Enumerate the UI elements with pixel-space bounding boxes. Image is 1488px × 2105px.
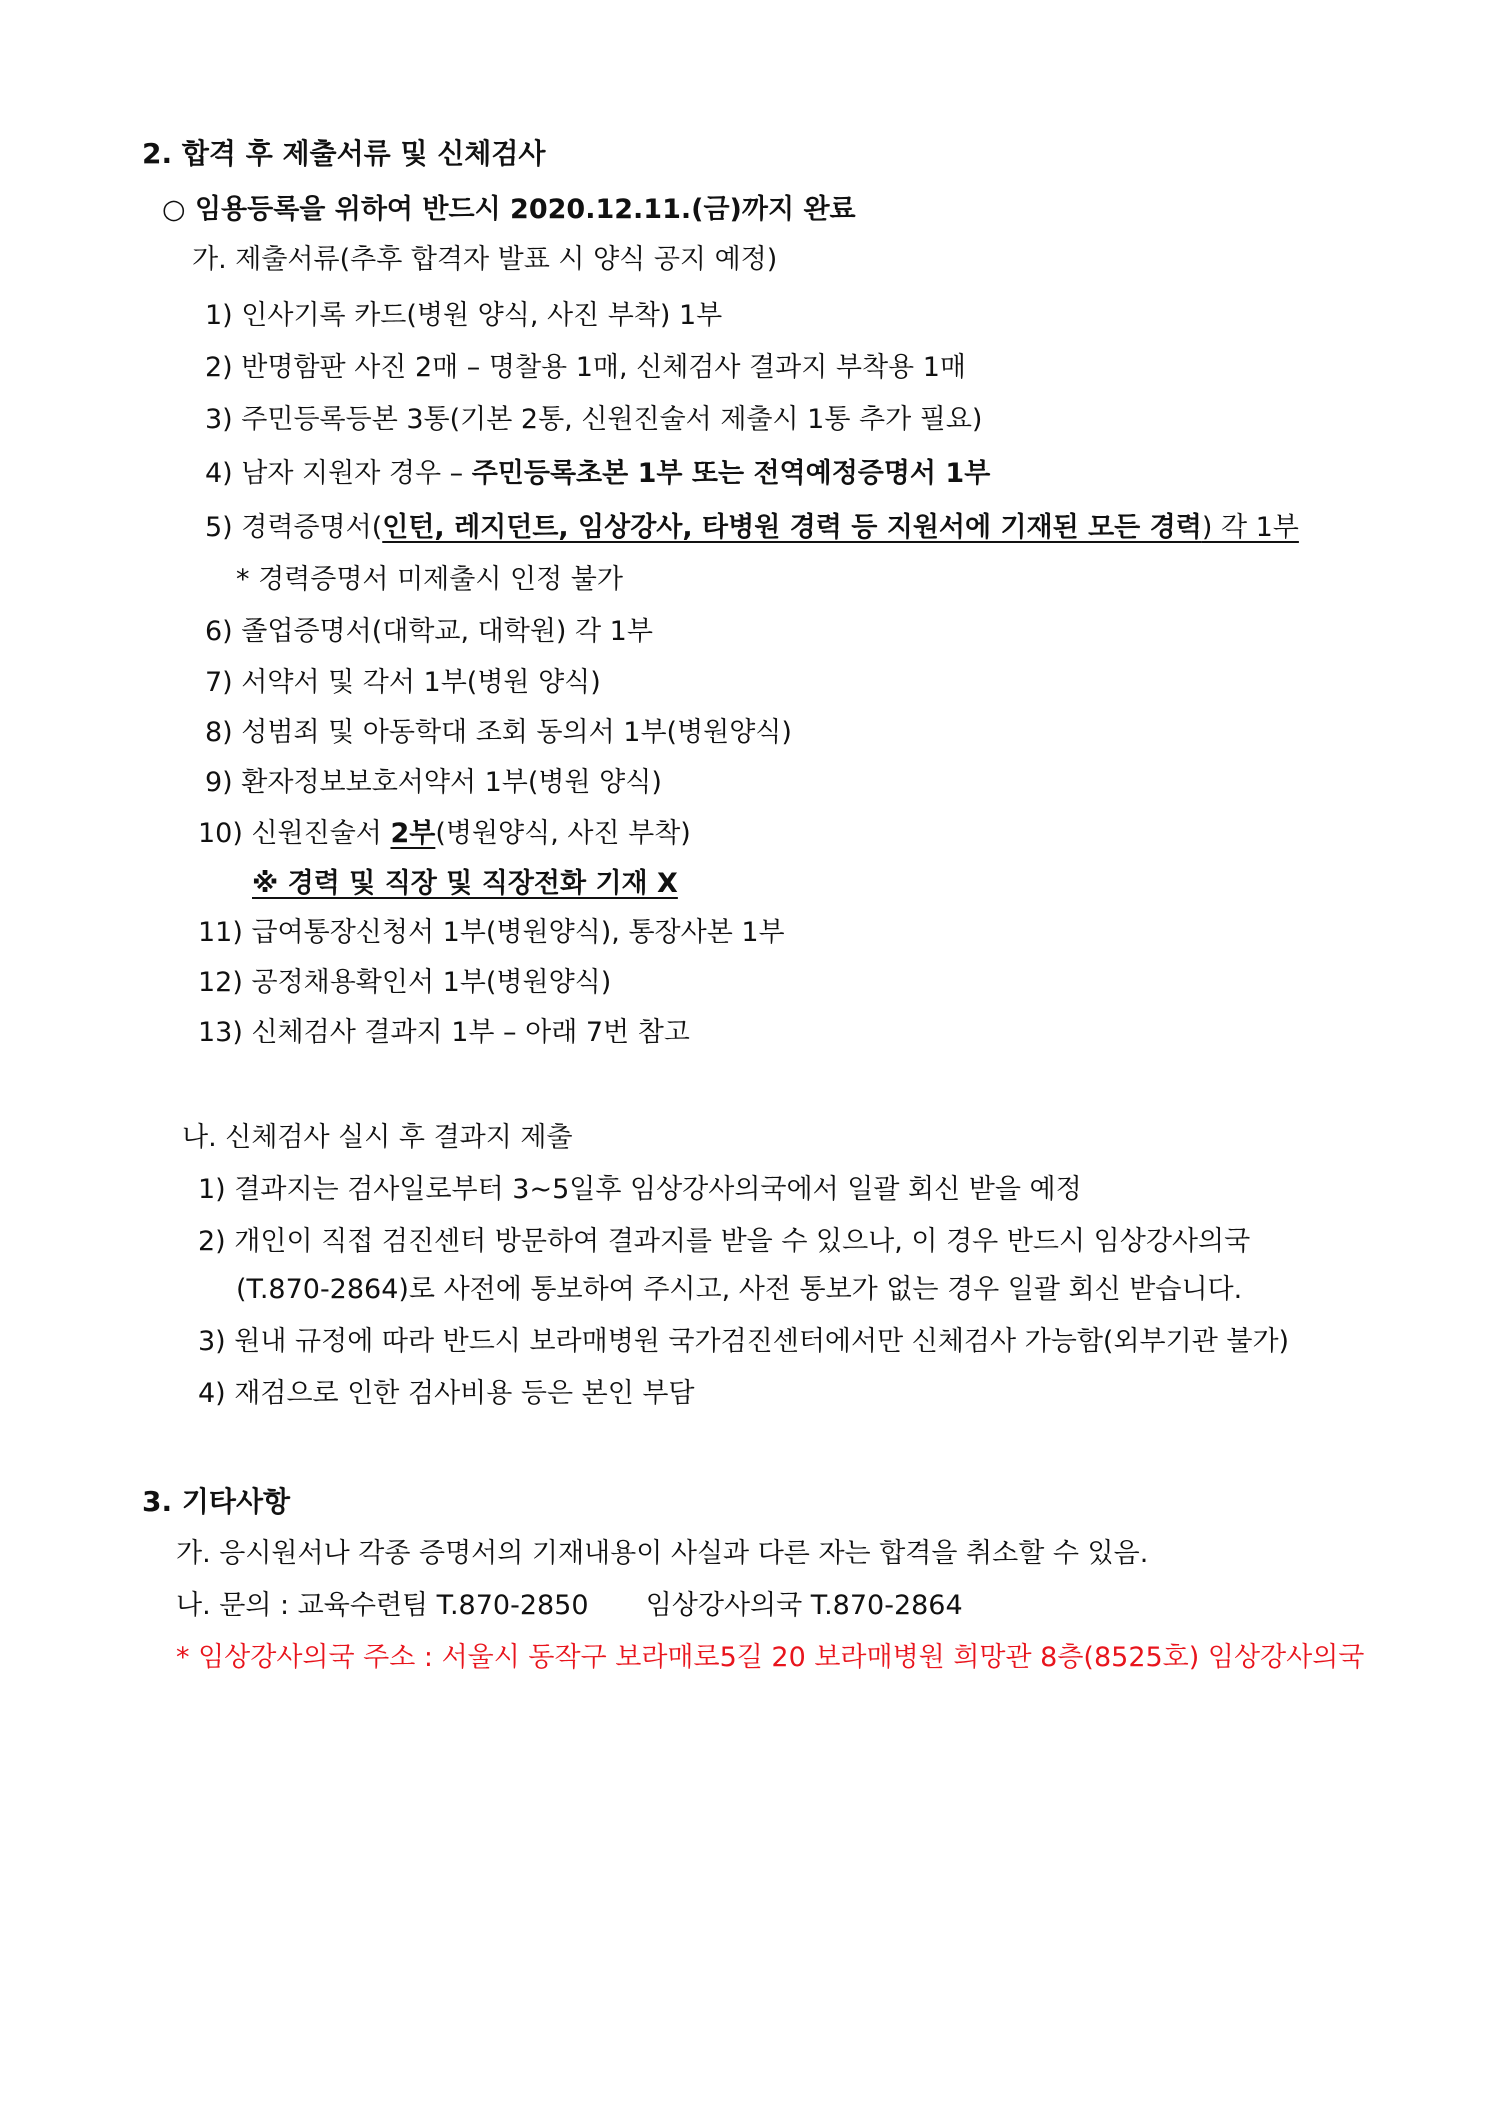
doc-item-4-emphasis: 주민등록초본 1부 또는 전역예정증명서 1부	[471, 458, 991, 489]
doc-item-1: 1) 인사기록 카드(병원 양식, 사진 부착) 1부	[205, 300, 723, 331]
doc-item-6: 6) 졸업증명서(대학교, 대학원) 각 1부	[205, 616, 653, 647]
doc-item-10-suffix: (병원양식, 사진 부착)	[435, 818, 691, 849]
doc-item-10-emphasis: 2부	[390, 818, 436, 849]
exam-item-1: 1) 결과지는 검사일로부터 3~5일후 임상강사의국에서 일괄 회신 받을 예정	[198, 1174, 1082, 1205]
deadline-bullet: ○ 임용등록을 위하여 반드시 2020.12.11.(금)까지 완료	[162, 194, 856, 225]
doc-item-10	[198, 816, 691, 852]
section-2-heading: 2. 합격 후 제출서류 및 신체검사	[142, 137, 546, 170]
doc-item-11: 11) 급여통장신청서 1부(병원양식), 통장사본 1부	[198, 917, 785, 948]
misc-item-ga: 가. 응시원서나 각종 증명서의 기재내용이 사실과 다른 자는 합격을 취소할 수 있음.	[176, 1538, 1149, 1569]
doc-item-10-note: ※ 경력 및 직장 및 직장전화 기재 X	[252, 868, 678, 899]
contact-education-team: 나. 문의 : 교육수련팀 T.870-2850	[176, 1590, 589, 1621]
doc-item-12: 12) 공정채용확인서 1부(병원양식)	[198, 967, 612, 998]
doc-item-7: 7) 서약서 및 각서 1부(병원 양식)	[205, 667, 601, 698]
doc-item-9: 9) 환자정보보호서약서 1부(병원 양식)	[205, 767, 662, 798]
doc-item-5-suffix: ) 각 1부	[1201, 512, 1299, 543]
office-address-note: * 임상강사의국 주소 : 서울시 동작구 보라매로5길 20 보라매병원 희망관 8층(8525호) 임상강사의국	[176, 1642, 1365, 1673]
doc-item-5-note: * 경력증명서 미제출시 인정 불가	[236, 564, 623, 595]
doc-item-10-prefix: 10) 신원진술서	[198, 818, 382, 849]
doc-item-3: 3) 주민등록등본 3통(기본 2통, 신원진술서 제출시 1통 추가 필요)	[205, 404, 983, 435]
doc-item-8: 8) 성범죄 및 아동학대 조회 동의서 1부(병원양식)	[205, 717, 792, 748]
subsection-na-title: 나. 신체검사 실시 후 결과지 제출	[182, 1122, 573, 1153]
section-3-heading: 3. 기타사항	[142, 1485, 291, 1518]
contact-clinical-office: 임상강사의국 T.870-2864	[645, 1590, 963, 1621]
exam-item-2-line-2: (T.870-2864)로 사전에 통보하여 주시고, 사전 통보가 없는 경우 일괄 회신 받습니다.	[236, 1274, 1243, 1305]
subsection-ga-title: 가. 제출서류(추후 합격자 발표 시 양식 공지 예정)	[192, 244, 778, 275]
doc-item-2: 2) 반명함판 사진 2매 – 명찰용 1매, 신체검사 결과지 부착용 1매	[205, 352, 966, 383]
doc-item-5-prefix: 5) 경력증명서(	[205, 512, 383, 543]
doc-item-5-underlined: 인턴, 레지던트, 임상강사, 타병원 경력 등 지원서에 기재된 모든 경력	[382, 512, 1202, 543]
doc-item-13: 13) 신체검사 결과지 1부 – 아래 7번 참고	[198, 1017, 690, 1048]
exam-item-2-line-1: 2) 개인이 직접 검진센터 방문하여 결과지를 받을 수 있으나, 이 경우 반드시 임상강사의국	[198, 1226, 1251, 1257]
doc-item-4	[205, 456, 990, 492]
exam-item-3: 3) 원내 규정에 따라 반드시 보라매병원 국가검진센터에서만 신체검사 가능함(외부기관 불가)	[198, 1326, 1290, 1357]
doc-item-5	[205, 510, 1299, 546]
misc-item-na	[176, 1588, 963, 1624]
exam-item-4: 4) 재검으로 인한 검사비용 등은 본인 부담	[198, 1378, 695, 1409]
doc-item-4-prefix: 4) 남자 지원자 경우 –	[205, 458, 464, 489]
